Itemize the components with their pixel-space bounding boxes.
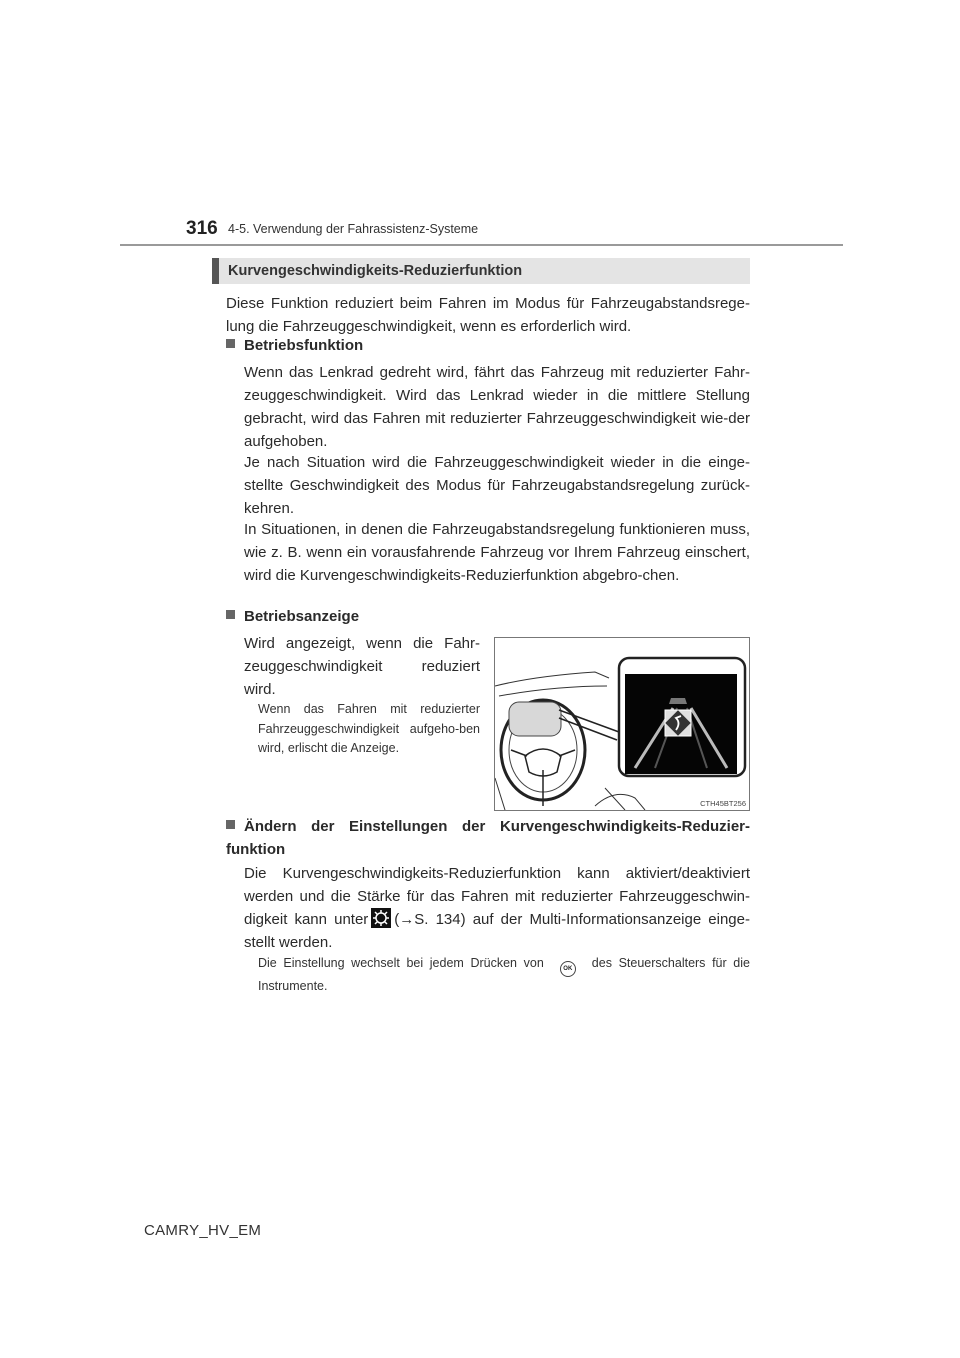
operation-heading: Betriebsfunktion — [226, 334, 363, 357]
chapter-heading: 4-5. Verwendung der Fahrassistenz-Systeme — [228, 222, 479, 236]
settings-note: Die Einstellung wechselt bei jedem Drücken von OK des Steuerschalters für die Instrumente. — [258, 956, 750, 993]
header-divider — [120, 244, 843, 246]
settings-gear-icon — [371, 908, 391, 928]
section-title: Kurvengeschwindigkeits-Reduzierfunktion — [212, 258, 750, 284]
bullet-square-icon — [226, 339, 235, 348]
bullet-square-icon — [226, 610, 235, 619]
operation-paragraph-1: Wenn das Lenkrad gedreht wird, fährt das Fahrzeug mit reduzierter Fahr-zeuggeschwindigkeit. Wird das Lenkrad wieder in die mittlere Stellung gebracht, wird das Fahren mit reduzierter Fahrzeuggeschwindigkeit wie-der aufgehoben. — [244, 364, 750, 450]
bullet-square-icon — [226, 820, 235, 829]
operation-paragraph-3: In Situationen, in denen die Fahrzeugabstandsregelung funktionieren muss, wie z. B. wenn ein vorausfahrende Fahrzeug vor Ihrem Fahrzeug einschert, wird die Kurvengeschwindigkeits-Reduzierfunktion abgebro-chen. — [244, 521, 750, 584]
indicator-note: Wenn das Fahren mit reduzierter Fahrzeuggeschwindigkeit aufgeho-ben wird, erlischt die Anzeige. — [258, 702, 480, 755]
settings-paragraph: Die Kurvengeschwindigkeits-Reduzierfunktion kann aktiviert/deaktiviert werden und die Stärke für das Fahren mit reduzierter Fahrzeuggeschwin-digkeit kann unter (→S. 134) auf der Multi-Informationsanzeige einge-stellt werden. — [244, 865, 750, 951]
indicator-heading: Betriebsanzeige — [226, 605, 359, 628]
page-number: 316 — [186, 218, 218, 239]
section-intro: Diese Funktion reduziert beim Fahren im Modus für Fahrzeugabstandsrege-lung die Fahrzeuggeschwindigkeit, wenn es erforderlich wird. — [226, 295, 750, 335]
ok-button-icon: OK — [560, 961, 576, 977]
operation-paragraph-2: Je nach Situation wird die Fahrzeuggeschwindigkeit wieder in die einge-stellte Geschwindigkeit des Modus für Fahrzeugabstandsregelung zurück-kehren. — [244, 454, 750, 517]
dashboard-illustration — [495, 638, 749, 810]
settings-heading: Ändern der Einstellungen der Kurvengeschwindigkeits-Reduzier-funktion — [226, 818, 750, 858]
document-id: CAMRY_HV_EM — [144, 1222, 262, 1239]
indicator-text: Wird angezeigt, wenn die Fahr-zeuggeschwindigkeit reduziert wird. — [244, 635, 480, 698]
figure-code: CTH45BT256 — [700, 799, 746, 808]
indicator-figure — [494, 637, 750, 811]
